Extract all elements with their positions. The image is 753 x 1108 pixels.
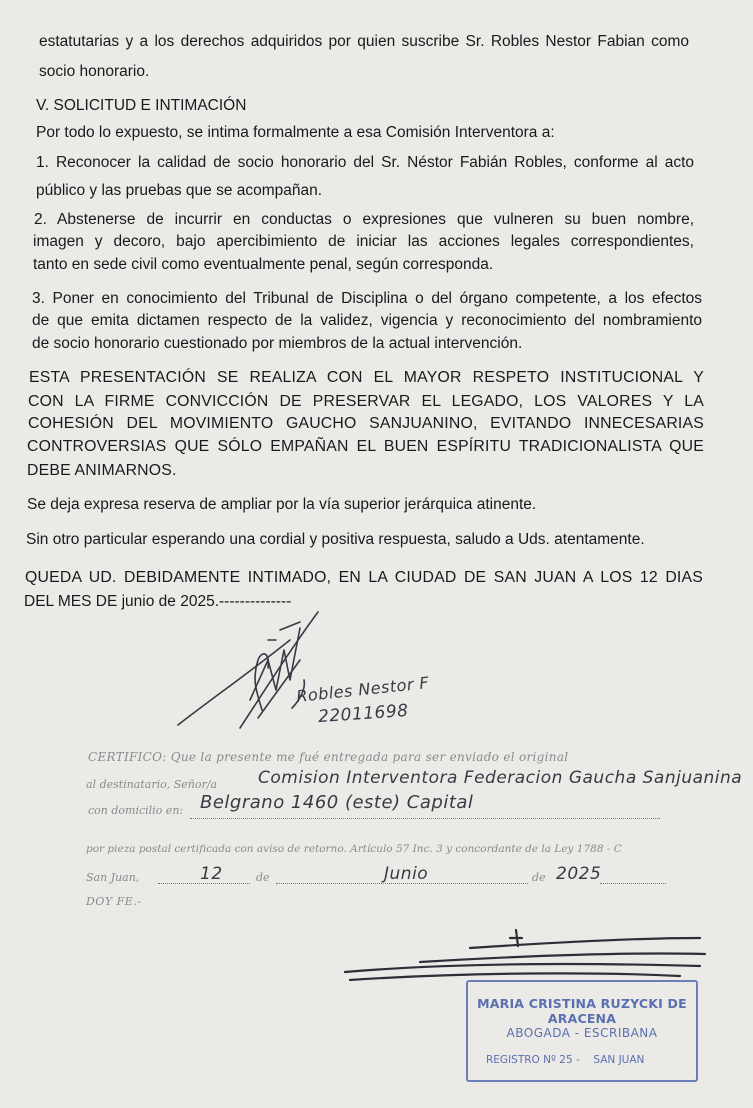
cert-date-prefix: San Juan, [86, 871, 140, 884]
stamp-registry: REGISTRO Nº 25 [486, 1054, 573, 1066]
item3-line-1: 3. Poner en conocimiento del Tribunal de Disciplina o del órgano competente, a los efectos [32, 290, 702, 307]
cert-line-4: por pieza postal certificada con aviso de retorno. Artículo 57 Inc. 3 y concordante de la Ley 1788 - C [86, 843, 622, 855]
caps-line-2: CON LA FIRME CONVICCIÓN DE PRESERVAR EL LEGADO, LOS VALORES Y LA [28, 393, 704, 410]
cert-day: 12 [200, 864, 223, 884]
intro-line-1: estatutarias y a los derechos adquiridos por quien suscribe Sr. Robles Nestor Fabian como [39, 33, 689, 50]
item2-line-3: tanto en sede civil como eventualmente penal, según corresponda. [33, 256, 494, 273]
cert-recipient-prefix: al destinatario, Señor/a [86, 778, 217, 791]
closing-paragraph: Sin otro particular esperando una cordial y positiva respuesta, saludo a Uds. atentamente. [26, 531, 645, 548]
notary-stamp [466, 980, 698, 1082]
cert-year: 2025 [556, 864, 602, 884]
section-title: V. SOLICITUD E INTIMACIÓN [36, 97, 247, 114]
stamp-name: MARIA CRISTINA RUZYCKI DE ARACENA [477, 996, 687, 1026]
caps-line-4: CONTROVERSIAS QUE SÓLO EMPAÑAN EL BUEN ESPÍRITU TRADICIONALISTA QUE [27, 438, 704, 455]
caps-line-5: DEBE ANIMARNOS. [27, 462, 177, 479]
cert-recipient-handwritten: Comision Interventora Federacion Gaucha Sanjuanina [258, 768, 743, 788]
stamp-separator: - [575, 1054, 580, 1066]
caps-line-1: ESTA PRESENTACIÓN SE REALIZA CON EL MAYOR RESPETO INSTITUCIONAL Y [29, 369, 704, 386]
cert-line-1: CERTIFICO: Que la presente me fué entregada para ser enviado el original [88, 750, 569, 764]
item2-line-2: imagen y decoro, bajo apercibimiento de iniciar las acciones legales correspondientes, [33, 233, 694, 250]
item3-line-3: de socio honorario cuestionado por miembros de la actual intervención. [32, 335, 523, 352]
caps-line-3: COHESIÓN DEL MOVIMIENTO GAUCHO SANJUANINO, EVITANDO INNECESARIAS [28, 415, 704, 432]
item1-line-1: 1. Reconocer la calidad de socio honorario del Sr. Néstor Fabián Robles, conforme al acto [36, 154, 694, 171]
item1-line-2: público y las pruebas que se acompañan. [36, 182, 323, 199]
cert-address-prefix: con domicilio en: [88, 804, 184, 817]
cert-address-handwritten: Belgrano 1460 (este) Capital [200, 792, 474, 813]
cert-de-1: de [256, 871, 270, 884]
stamp-city: SAN JUAN [593, 1054, 645, 1066]
item2-line-1: 2. Abstenerse de incurrir en conductas o expresiones que vulneren su buen nombre, [34, 211, 694, 228]
intro-line-2: socio honorario. [39, 63, 150, 80]
signature-dni: 22011698 [317, 700, 410, 728]
cert-doy-fe: DOY FE.- [86, 895, 142, 908]
stamp-registry-line [486, 1054, 688, 1066]
signature-name: Robles Nestor F [295, 673, 430, 706]
final-line-1: QUEDA UD. DEBIDAMENTE INTIMADO, EN LA CIUDAD DE SAN JUAN A LOS 12 DIAS [25, 569, 703, 586]
stamp-title: ABOGADA - ESCRIBANA [506, 1026, 658, 1040]
cert-de-2: de [532, 871, 546, 884]
lead-paragraph: Por todo lo expuesto, se intima formalmente a esa Comisión Interventora a: [36, 124, 555, 141]
cert-month: Junio [384, 864, 429, 884]
reserve-paragraph: Se deja expresa reserva de ampliar por la vía superior jerárquica atinente. [27, 496, 537, 513]
final-line-2: DEL MES DE junio de 2025.-------------- [24, 593, 292, 610]
item3-line-2: de que emita dictamen respecto de la validez, vigencia y reconocimiento del nombramiento [32, 312, 702, 329]
